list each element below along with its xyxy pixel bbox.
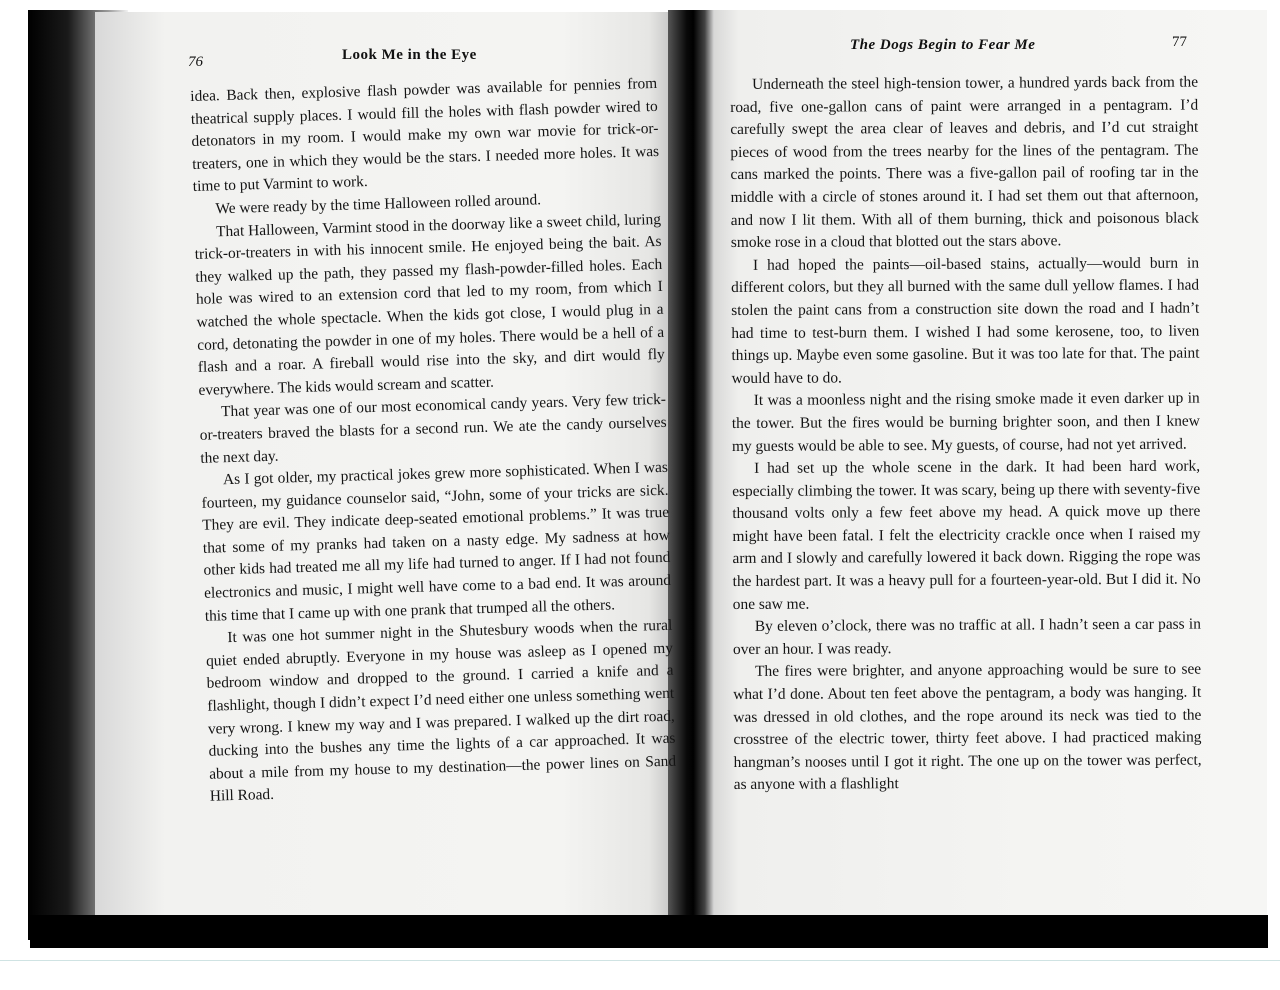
paragraph: I had set up the whole scene in the dark. It had been hard work, especially climbing the tower. It was scary, being up there with seventy-five thousand volts only a few feet above my head. A quick move up there might have been fatal. I felt the electricity crackle once when I raised my arm and I slowly and carefully lowered it back down. Rigging the rope was the hardest part. It was a heavy pull for a fourteen-year-old. But I did it. No one saw me. [732,457,1201,613]
paragraph: idea. Back then, explosive flash powder was available for pennies from theatrical supply places. I would fill the holes with flash powder wired to detonators in my room. I would make my own war movie for trick-or-treaters, one in which they would be the stars. I needed more holes. It was time to put Varmint to work. [190,74,660,196]
paragraph: We were ready by the time Halloween rolled around. [215,191,542,218]
bottom-divider-line [0,960,1280,961]
bottom-scan-edge [30,915,1268,948]
left-page-body [190,73,677,809]
paragraph: That year was one of our most economical candy years. Very few trick-or-treaters braved the blasts for a second run. We ate the candy ourselves the next day. [199,391,667,467]
right-running-head: The Dogs Begin to Fear Me [850,37,1036,53]
paragraph: It was one hot summer night in the Shutesbury woods when the rural quiet ended abruptly. Everyone in my house was asleep as I opened my bedroom window and dropped to the ground. I carried a knife and a flashlight, though I didn’t expect I’d need either one unless something went very wrong. I knew my way and I was prepared. I walked up the dirt road, ducking into the bushes any time the lights of a car approached. It was about a mile from my house to my destination—the power lines on Sand Hill Road. [205,616,677,806]
paragraph: That Halloween, Varmint stood in the doorway like a sweet child, luring trick-or-treaters in with his innocent smile. He enjoyed being the bait. As they walked up the path, they passed my flash-powder-filled holes. Each hole was wired to an extension cord that led to my room, from which I watched the whole spectacle. When the kids got close, I would plug in a cord, detonating the powder in one of my holes. There would be a hell of a flash and a roar. A fireball would rise into the sky, and dirt would fly everywhere. The kids would scream and scatter. [194,210,665,399]
paragraph: By eleven o’clock, there was no traffic at all. I hadn’t seen a car pass in over an hour. I was ready. [732,615,1201,658]
paragraph: I had hoped the paints—oil-based stains, actually—would burn in different colors, but they all burned with the same dull yellow flames. I had stolen the paint cans from a construction site down the road and I hadn’t had time to test-burn them. I wished I had some kerosene, too, to liven things up. Maybe even some gasoline. But it was too late for that. The paint would have to do. [731,254,1200,387]
right-page-number: 77 [1172,34,1187,50]
paragraph: As I got older, my practical jokes grew more sophisticated. When I was fourteen, my guidance counselor said, “John, some of your tricks are sick. They are evil. They indicate deep-seated emotional problems.” It was true that some of my pranks had taken on a nasty edge. My sadness at how other kids had treated me all my life had turned to anger. If I had not found electronics and music, I might well have come to a bad end. It was around this time that I came up with one prank that trumped all the others. [201,458,672,625]
paragraph: It was a moonless night and the rising smoke made it even darker up in the tower. But the fires would be burning brighter soon, and then I knew my guests would be able to see. My guests, of course, had not yet arrived. [731,389,1200,455]
left-running-head: Look Me in the Eye [342,47,477,63]
paragraph: Underneath the steel high-tension tower, a hundred yards back from the road, five one-gallon cans of paint were arranged in a pentagram. I’d carefully swept the area clear of leaves and debris, and I’d cut straight pieces of wood from the trees nearby for the lines of the pentagram. The cans marked the points. There was a five-gallon pail of roofing tar in the middle with a circle of stones around it. I had set them out that afternoon, and now I lit them. With all of them burning, thick and poisonous black smoke rose in a cloud that blotted out the stars above. [730,73,1199,252]
left-page-number: 76 [188,54,203,70]
right-page-body [730,72,1202,797]
paragraph: The fires were brighter, and anyone approaching would be sure to see what I’d done. About ten feet above the pentagram, a body was hanging. It was dressed in old clothes, and the rope around its neck was tied to the crosstree of the electric tower, thirty feet above. I had practiced making hangman’s nooses until I got it right. The one up on the tower was perfect, as anyone with a flashlight [733,660,1202,794]
